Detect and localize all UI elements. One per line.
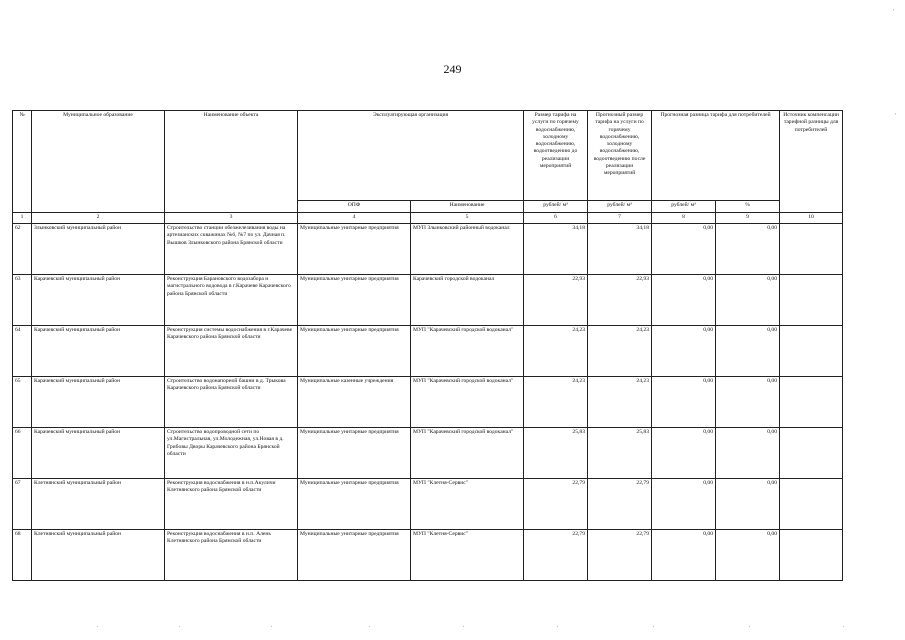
row-number: 62 bbox=[13, 224, 32, 275]
row-number: 68 bbox=[13, 530, 32, 581]
tariff-diff-cell: 0,00 bbox=[652, 479, 716, 530]
municipality-cell: Злынковский муниципальный район bbox=[32, 224, 165, 275]
row-number: 63 bbox=[13, 275, 32, 326]
tariff-after-cell: 25,83 bbox=[588, 428, 652, 479]
column-number: 5 bbox=[411, 213, 524, 224]
header-tariff-diff: Прогнозная разница тарифа для потребителей bbox=[652, 111, 780, 201]
opf-cell: Муниципальные унитарные предприятия bbox=[298, 326, 411, 377]
table-row bbox=[13, 479, 843, 530]
table-row bbox=[13, 428, 843, 479]
header-number: № bbox=[13, 111, 32, 213]
municipality-cell: Карачевский муниципальный район bbox=[32, 377, 165, 428]
tariff-pct-cell: 0,00 bbox=[716, 428, 780, 479]
object-cell: Реконструкция Барановского водозабора и магистрального водовода в г.Карачеве Карачевского района Брянской области bbox=[165, 275, 298, 326]
opf-cell: Муниципальные унитарные предприятия bbox=[298, 479, 411, 530]
column-number: 1 bbox=[13, 213, 32, 224]
tariff-diff-cell: 0,00 bbox=[652, 530, 716, 581]
opf-cell: Муниципальные унитарные предприятия bbox=[298, 428, 411, 479]
column-number: 6 bbox=[524, 213, 588, 224]
tariff-diff-cell: 0,00 bbox=[652, 326, 716, 377]
header-municipality: Муниципальное образование bbox=[32, 111, 165, 213]
column-number: 4 bbox=[298, 213, 411, 224]
opf-cell: Муниципальные унитарные предприятия bbox=[298, 530, 411, 581]
org-cell: МУП "Клетня-Сервис" bbox=[411, 530, 524, 581]
scan-mark: ˈ bbox=[842, 625, 845, 633]
scan-mark: ˈ bbox=[178, 625, 181, 633]
unit-before: рублей/ м³ bbox=[524, 201, 588, 213]
header-org-name: Наименование bbox=[411, 201, 524, 213]
scan-mark: ˈ bbox=[748, 625, 751, 633]
org-cell: МУП Злынковский районный водоканал bbox=[411, 224, 524, 275]
scan-artifacts bbox=[0, 625, 905, 635]
tariff-diff-cell: 0,00 bbox=[652, 224, 716, 275]
scan-mark: ˈ bbox=[892, 8, 895, 17]
column-number: 2 bbox=[32, 213, 165, 224]
municipality-cell: Карачевский муниципальный район bbox=[32, 275, 165, 326]
header-operator: Эксплуатирующая организация bbox=[298, 111, 524, 201]
object-cell: Реконструкция водоснабжения в н.п. Алень Клетнянского района Брянской области bbox=[165, 530, 298, 581]
tariff-pct-cell: 0,00 bbox=[716, 326, 780, 377]
column-number: 10 bbox=[780, 213, 843, 224]
opf-cell: Муниципальные унитарные предприятия bbox=[298, 224, 411, 275]
opf-cell: Муниципальные унитарные предприятия bbox=[298, 275, 411, 326]
row-number: 66 bbox=[13, 428, 32, 479]
table-row bbox=[13, 224, 843, 275]
column-number: 9 bbox=[716, 213, 780, 224]
municipality-cell: Карачевский муниципальный район bbox=[32, 428, 165, 479]
source-cell bbox=[780, 479, 843, 530]
tariff-diff-cell: 0,00 bbox=[652, 428, 716, 479]
tariff-before-cell: 25,83 bbox=[524, 428, 588, 479]
tariff-diff-cell: 0,00 bbox=[652, 275, 716, 326]
org-cell: МУП "Карачевский городской водоканал" bbox=[411, 326, 524, 377]
org-cell: МУП "Карачевский городской водоканал" bbox=[411, 428, 524, 479]
header-opf: ОПФ bbox=[298, 201, 411, 213]
tariff-pct-cell: 0,00 bbox=[716, 224, 780, 275]
tariff-diff-cell: 0,00 bbox=[652, 377, 716, 428]
opf-cell: Муниципальные казенные учреждения bbox=[298, 377, 411, 428]
header-tariff-before: Размер тарифа на услуги по горячему водоснабжению, холодному водоснабжению, водоотведению до реализации мероприятий bbox=[524, 111, 588, 201]
row-number: 64 bbox=[13, 326, 32, 377]
municipality-cell: Клетнянский муниципальный район bbox=[32, 479, 165, 530]
tariff-pct-cell: 0,00 bbox=[716, 377, 780, 428]
scan-mark: ˈ bbox=[270, 625, 273, 633]
scan-mark: ˈ bbox=[96, 625, 99, 633]
tariff-after-cell: 24,23 bbox=[588, 326, 652, 377]
source-cell bbox=[780, 530, 843, 581]
tariff-before-cell: 24,23 bbox=[524, 377, 588, 428]
unit-diff: рублей/ м³ bbox=[652, 201, 716, 213]
tariff-pct-cell: 0,00 bbox=[716, 275, 780, 326]
page-number: 249 bbox=[443, 62, 462, 76]
municipality-cell: Клетнянский муниципальный район bbox=[32, 530, 165, 581]
tariff-after-cell: 22,93 bbox=[588, 275, 652, 326]
header-tariff-after: Прогнозный размер тарифа на услуги по горячему водоснабжению, холодному водоснабжению, водоотведению после реализации мероприятий bbox=[588, 111, 652, 201]
table-row bbox=[13, 530, 843, 581]
tariff-before-cell: 24,23 bbox=[524, 326, 588, 377]
org-cell: МУП "Клетня-Сервис" bbox=[411, 479, 524, 530]
tariff-after-cell: 34,18 bbox=[588, 224, 652, 275]
tariff-pct-cell: 0,00 bbox=[716, 530, 780, 581]
tariff-after-cell: 22,79 bbox=[588, 479, 652, 530]
column-number: 3 bbox=[165, 213, 298, 224]
scan-mark: ˈ bbox=[894, 112, 897, 121]
unit-pct: % bbox=[716, 201, 780, 213]
header-compensation-source: Источник компенсации тарифной разницы для потребителей bbox=[780, 111, 843, 213]
column-number: 8 bbox=[652, 213, 716, 224]
source-cell bbox=[780, 326, 843, 377]
object-cell: Строительство станции обезжелезивания воды на артезианских скважинах №6, №7 по ул. Дачная п. Вышков Злынковского района Брянской области bbox=[165, 224, 298, 275]
scan-mark: ˈ bbox=[368, 625, 371, 633]
row-number: 65 bbox=[13, 377, 32, 428]
municipality-cell: Карачевский муниципальный район bbox=[32, 326, 165, 377]
source-cell bbox=[780, 428, 843, 479]
tariff-before-cell: 22,79 bbox=[524, 479, 588, 530]
source-cell bbox=[780, 275, 843, 326]
scan-mark: ˈ bbox=[462, 625, 465, 633]
source-cell bbox=[780, 377, 843, 428]
table-row bbox=[13, 326, 843, 377]
object-cell: Реконструкция системы водоснабжения в г.Карачеве Карачевского района Брянской области bbox=[165, 326, 298, 377]
unit-after: рублей/ м³ bbox=[588, 201, 652, 213]
tariff-before-cell: 22,79 bbox=[524, 530, 588, 581]
source-cell bbox=[780, 224, 843, 275]
scan-mark: ˈ bbox=[652, 625, 655, 633]
org-cell: Карачевский городской водоканал bbox=[411, 275, 524, 326]
object-cell: Строительство водопроводной сети по ул.Магистральная, ул.Молодежная, ул.Новая в д. Грибовы Дворы Карачевского района Брянской области bbox=[165, 428, 298, 479]
tariff-after-cell: 22,79 bbox=[588, 530, 652, 581]
object-cell: Реконструкция водоснабжения в н.п.Акуличи Клетнянского района Брянской области bbox=[165, 479, 298, 530]
table-row bbox=[13, 275, 843, 326]
tariff-before-cell: 22,93 bbox=[524, 275, 588, 326]
row-number: 67 bbox=[13, 479, 32, 530]
tariff-table bbox=[12, 110, 843, 581]
org-cell: МУП "Карачевский городской водоканал" bbox=[411, 377, 524, 428]
tariff-before-cell: 34,18 bbox=[524, 224, 588, 275]
scan-mark: ˈ bbox=[556, 625, 559, 633]
tariff-pct-cell: 0,00 bbox=[716, 479, 780, 530]
header-object: Наименование объекта bbox=[165, 111, 298, 213]
column-number: 7 bbox=[588, 213, 652, 224]
table-row bbox=[13, 377, 843, 428]
tariff-after-cell: 24,23 bbox=[588, 377, 652, 428]
object-cell: Строительство водонапорной башни в д. Трыкова Карачевского района Брянской области bbox=[165, 377, 298, 428]
